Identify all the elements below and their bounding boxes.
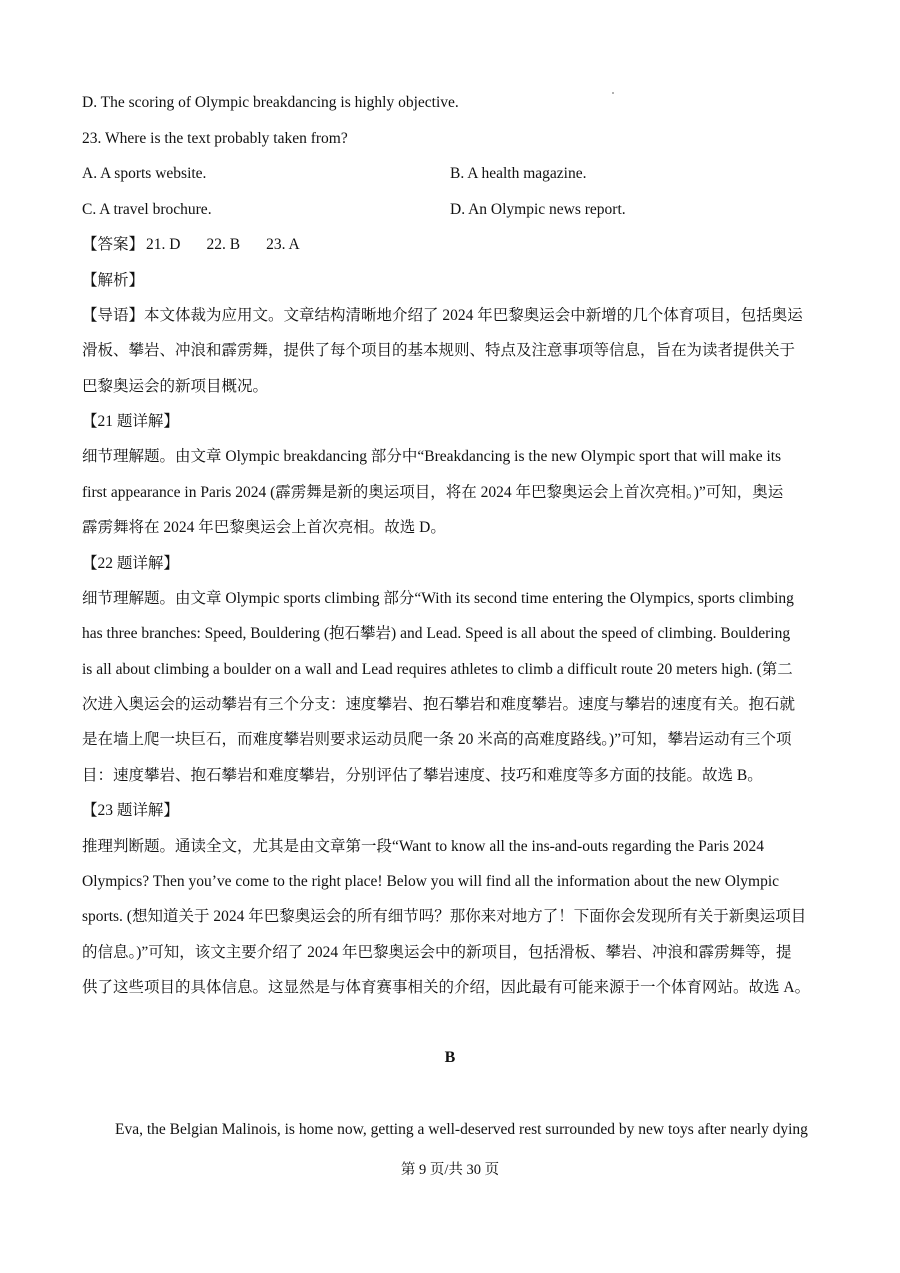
q22-option-d: D. The scoring of Olympic breakdancing is highly objective.: [82, 94, 459, 111]
guide-line: 【导语】本文体裁为应用文。文章结构清晰地介绍了 2024 年巴黎奥运会中新增的几个体育项目，包括奥运: [82, 307, 803, 324]
q21-detail-heading: 【21 题详解】: [82, 413, 179, 430]
q23-option-c: C. A travel brochure.: [82, 201, 212, 218]
section-heading-b: B: [444, 1049, 456, 1066]
answer-line: [82, 235, 822, 255]
answer-item: 22. B: [206, 236, 241, 253]
q23-stem: 23. Where is the text probably taken from?: [82, 130, 348, 147]
answer-item: 23. A: [266, 236, 300, 253]
q23-detail-line: 供了这些项目的具体信息。这显然是与体育赛事相关的介绍，因此最有可能来源于一个体育网站。故选 A。: [82, 979, 811, 996]
guide-line: 巴黎奥运会的新项目概况。: [82, 378, 269, 395]
q21-detail-line: 霹雳舞将在 2024 年巴黎奥运会上首次亮相。故选 D。: [82, 519, 446, 536]
guide-line: 滑板、攀岩、冲浪和霹雳舞，提供了每个项目的基本规则、特点及注意事项等信息，旨在为读者提供关于: [82, 342, 796, 359]
q23-option-d: D. An Olympic news report.: [450, 201, 626, 218]
q22-detail-line: 细节理解题。由文章 Olympic sports climbing 部分“With its second time entering the Olympics, sports climbing: [82, 590, 794, 607]
q23-detail-line: 推理判断题。通读全文，尤其是由文章第一段“Want to know all the ins-and-outs regarding the Paris 2024: [82, 838, 764, 855]
q23-option-b: B. A health magazine.: [450, 165, 587, 182]
q23-option-a: A. A sports website.: [82, 165, 207, 182]
q22-detail-line: 次进入奥运会的运动攀岩有三个分支：速度攀岩、抱石攀岩和难度攀岩。速度与攀岩的速度有关。抱石就: [82, 696, 796, 713]
q23-detail-line: Olympics? Then you’ve come to the right place! Below you will find all the information about the new Olympic: [82, 873, 780, 890]
analysis-label: 【解析】: [82, 272, 145, 289]
answer-item: 21. D: [146, 236, 181, 253]
q21-detail-line: 细节理解题。由文章 Olympic breakdancing 部分中“Breakdancing is the new Olympic sport that will make its: [82, 448, 782, 465]
answer-label: 【答案】: [82, 236, 145, 253]
q21-detail-line: first appearance in Paris 2024 (霹雳舞是新的奥运项目，将在 2024 年巴黎奥运会上首次亮相。)”可知，奥运: [82, 484, 784, 501]
page-footer: 第 9 页/共 30 页: [400, 1162, 500, 1178]
q22-detail-line: is all about climbing a boulder on a wall and Lead requires athletes to climb a difficult route 20 meters high. (第二: [82, 661, 793, 678]
q22-detail-line: 是在墙上爬一块巨石，而难度攀岩则要求运动员爬一条 20 米高的高难度路线。)”可知，攀岩运动有三个项: [82, 731, 792, 748]
q22-detail-line: 目：速度攀岩、抱石攀岩和难度攀岩，分别评估了攀岩速度、技巧和难度等多方面的技能。故选 B。: [82, 767, 763, 784]
passage-b-line: Eva, the Belgian Malinois, is home now, getting a well-deserved rest surrounded by new toys after nearly dying: [115, 1121, 808, 1138]
q23-detail-line: 的信息。)”可知，该文主要介绍了 2024 年巴黎奥运会中的新项目，包括滑板、攀岩、冲浪和霹雳舞等，提: [82, 944, 792, 961]
q23-detail-line: sports. (想知道关于 2024 年巴黎奥运会的所有细节吗？那你来对地方了！下面你会发现所有关于新奥运项目: [82, 908, 807, 925]
q22-detail-heading: 【22 题详解】: [82, 555, 179, 572]
q23-detail-heading: 【23 题详解】: [82, 802, 179, 819]
q22-detail-line: has three branches: Speed, Bouldering (抱石攀岩) and Lead. Speed is all about the speed of climbing. Bouldering: [82, 625, 791, 642]
